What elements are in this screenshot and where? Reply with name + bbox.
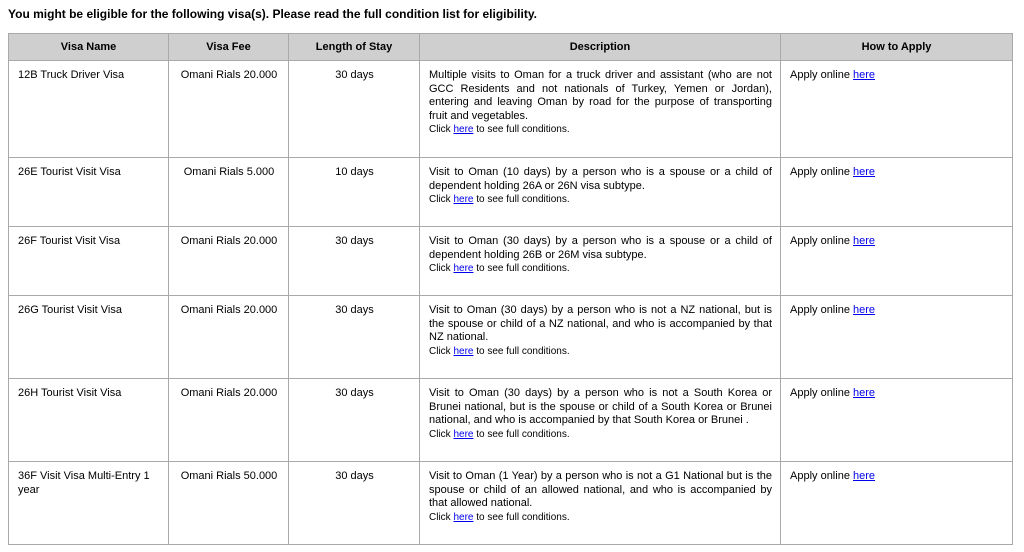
visa-name-cell: 26E Tourist Visit Visa (9, 158, 169, 227)
header-description: Description (420, 34, 781, 61)
description-text: Visit to Oman (30 days) by a person who is not a South Korea or Brunei national, but is the spouse or child of a South Korea or Brunei national, and who is accompanied by that South Korea or Brunei . (429, 387, 772, 426)
conditions-click-label: Click (429, 124, 451, 135)
conditions-suffix: to see full conditions. (473, 428, 570, 440)
conditions-line (429, 123, 772, 136)
conditions-click-label: Click (429, 511, 451, 523)
header-visa-fee: Visa Fee (169, 34, 289, 61)
how-to-apply-cell (781, 296, 1013, 379)
apply-online-label: Apply online (790, 470, 850, 482)
length-of-stay-cell: 10 days (289, 158, 420, 227)
table-row (9, 227, 1013, 296)
description-text: Visit to Oman (30 days) by a person who is not a NZ national, but is the spouse or child of a NZ national, and who is accompanied by that NZ national. (429, 304, 772, 343)
length-of-stay-cell: 30 days (289, 61, 420, 158)
length-of-stay-cell: 30 days (289, 379, 420, 462)
description-cell (420, 296, 781, 379)
full-conditions-link[interactable]: here (453, 428, 474, 440)
visa-fee-cell: Omani Rials 20.000 (169, 227, 289, 296)
header-length-of-stay: Length of Stay (289, 34, 420, 61)
description-cell (420, 462, 781, 545)
visa-fee-cell: Omani Rials 20.000 (169, 379, 289, 462)
apply-online-label: Apply online (790, 304, 850, 316)
visa-name-cell: 26F Tourist Visit Visa (9, 227, 169, 296)
apply-online-label: Apply online (790, 387, 850, 399)
description-text: Visit to Oman (10 days) by a person who is a spouse or a child of dependent holding 26A or 26N visa subtype. (429, 166, 772, 192)
header-how-to-apply: How to Apply (781, 34, 1013, 61)
visa-fee-cell: Omani Rials 20.000 (169, 296, 289, 379)
visa-name-cell: 26H Tourist Visit Visa (9, 379, 169, 462)
conditions-suffix: to see full conditions. (473, 124, 570, 135)
apply-online-link[interactable]: here (853, 235, 876, 247)
description-cell (420, 227, 781, 296)
conditions-suffix: to see full conditions. (473, 345, 570, 357)
full-conditions-link[interactable]: here (453, 345, 474, 357)
visa-fee-cell: Omani Rials 5.000 (169, 158, 289, 227)
full-conditions-link[interactable]: here (453, 194, 474, 205)
description-text: Visit to Oman (30 days) by a person who is a spouse or a child of dependent holding 26B or 26M visa subtype. (429, 235, 772, 261)
table-row (9, 296, 1013, 379)
description-text: Visit to Oman (1 Year) by a person who is not a G1 National but is the spouse or child of an allowed national, and who is accompanied by that allowed national. (429, 470, 772, 509)
full-conditions-link[interactable]: here (453, 124, 474, 135)
conditions-line (429, 428, 772, 441)
eligibility-heading: You might be eligible for the following visa(s). Please read the full condition list for eligibility. (8, 7, 537, 21)
table-row (9, 158, 1013, 227)
apply-online-label: Apply online (790, 166, 850, 178)
visa-table (8, 33, 1013, 545)
how-to-apply-cell (781, 158, 1013, 227)
how-to-apply-cell (781, 379, 1013, 462)
apply-online-link[interactable]: here (853, 387, 876, 399)
apply-online-link[interactable]: here (853, 304, 876, 316)
apply-online-label: Apply online (790, 235, 850, 247)
full-conditions-link[interactable]: here (453, 511, 474, 523)
length-of-stay-cell: 30 days (289, 296, 420, 379)
description-cell (420, 158, 781, 227)
conditions-line (429, 345, 772, 358)
visa-fee-cell: Omani Rials 20.000 (169, 61, 289, 158)
how-to-apply-cell (781, 61, 1013, 158)
apply-online-link[interactable]: here (853, 166, 876, 178)
conditions-click-label: Click (429, 428, 451, 440)
conditions-suffix: to see full conditions. (473, 194, 570, 205)
how-to-apply-cell (781, 462, 1013, 545)
full-conditions-link[interactable]: here (453, 263, 474, 274)
visa-name-cell: 36F Visit Visa Multi-Entry 1 year (9, 462, 169, 545)
conditions-line (429, 511, 772, 524)
visa-name-cell: 26G Tourist Visit Visa (9, 296, 169, 379)
table-header-row (9, 34, 1013, 61)
conditions-line (429, 262, 772, 275)
description-cell (420, 61, 781, 158)
conditions-click-label: Click (429, 263, 451, 274)
header-visa-name: Visa Name (9, 34, 169, 61)
apply-online-link[interactable]: here (853, 470, 876, 482)
table-row (9, 462, 1013, 545)
length-of-stay-cell: 30 days (289, 227, 420, 296)
conditions-click-label: Click (429, 194, 451, 205)
length-of-stay-cell: 30 days (289, 462, 420, 545)
conditions-line (429, 193, 772, 206)
description-text: Multiple visits to Oman for a truck driver and assistant (who are not GCC Residents and not nationals of Turkey, Yemen or Jordan), entering and leaving Oman by road for the purpose of transporting fruit and vegetables. (429, 69, 772, 122)
apply-online-link[interactable]: here (853, 69, 876, 81)
description-cell (420, 379, 781, 462)
conditions-click-label: Click (429, 345, 451, 357)
conditions-suffix: to see full conditions. (473, 511, 570, 523)
visa-fee-cell: Omani Rials 50.000 (169, 462, 289, 545)
apply-online-label: Apply online (790, 69, 850, 81)
table-row (9, 379, 1013, 462)
visa-name-cell: 12B Truck Driver Visa (9, 61, 169, 158)
how-to-apply-cell (781, 227, 1013, 296)
table-row (9, 61, 1013, 158)
conditions-suffix: to see full conditions. (473, 263, 570, 274)
